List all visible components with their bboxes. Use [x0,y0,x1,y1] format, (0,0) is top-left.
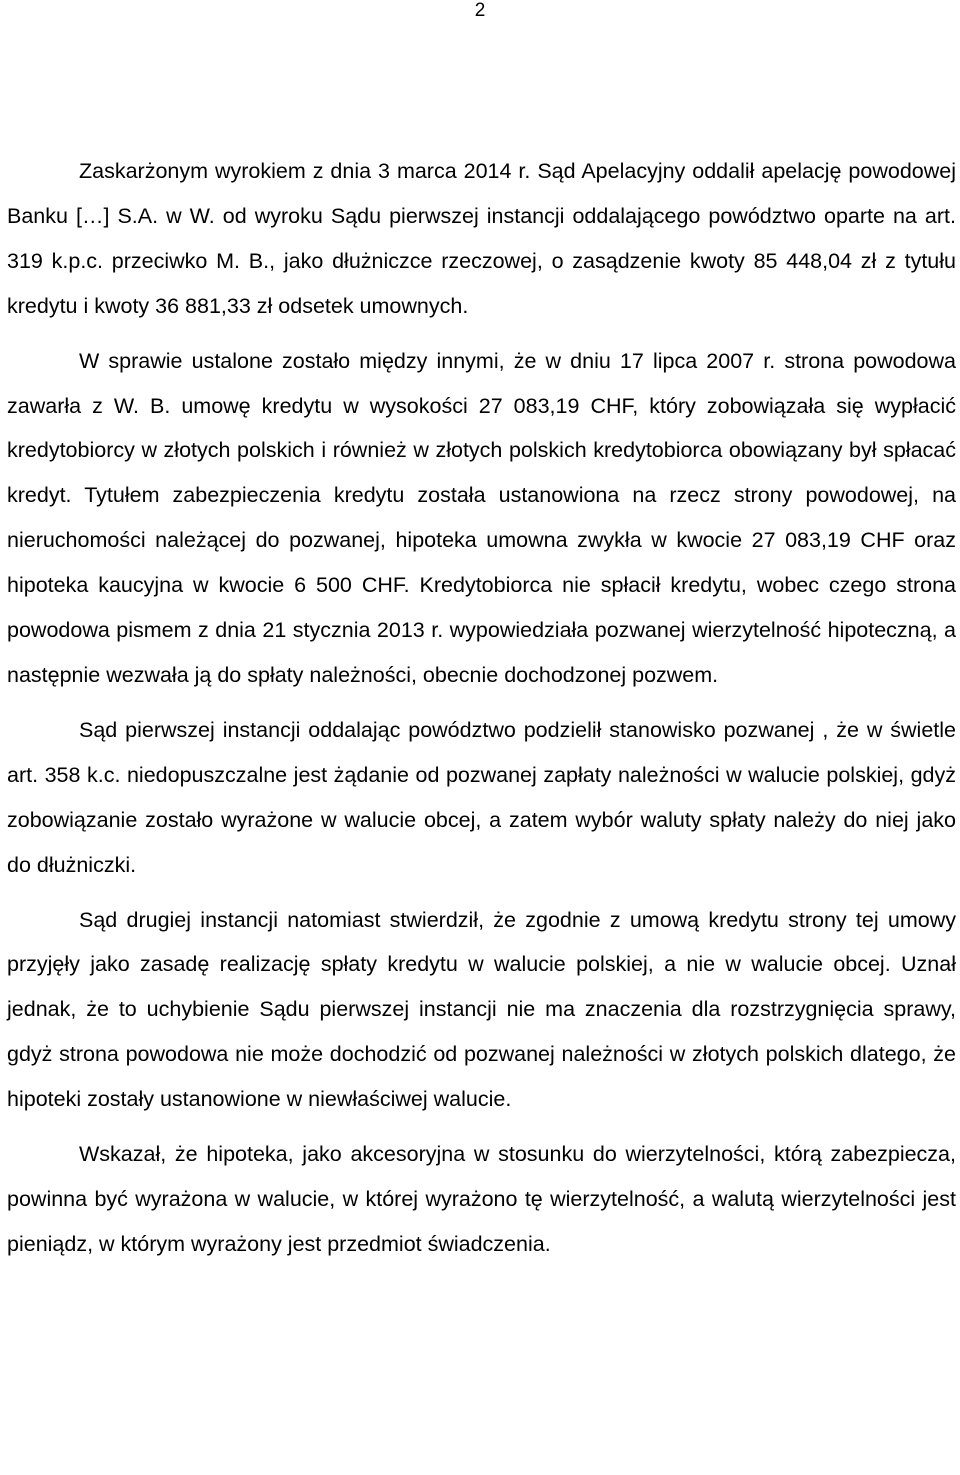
paragraph-second-instance: Sąd drugiej instancji natomiast stwierdził, że zgodnie z umową kredytu strony tej umowy przyjęły jako zasadę realizację spłaty kredytu w walucie polskiej, a nie w walucie obcej. Uznał jednak, że to uchybienie Sądu pierwszej instancji nie ma znaczenia dla rozstrzygnięcia sprawy, gdyż strona powodowa nie może dochodzić od pozwanej należności w złotych polskich dlatego, że hipoteki zostały ustanowione w niewłaściwej walucie. [7,907,956,1112]
paragraph-judgment-summary: Zaskarżonym wyrokiem z dnia 3 marca 2014 r. Sąd Apelacyjny oddalił apelację powodowej Banku […] S.A. w W. od wyroku Sądu pierwszej instancji oddalającego powództwo oparte na art. 319 k.p.c. przeciwko M. B., jako dłużniczce rzeczowej, o zasądzenie kwoty 85 448,04 zł z tytułu kredytu i kwoty 36 881,33 zł odsetek umownych. [7,159,956,318]
paragraph-mortgage-currency: Wskazał, że hipoteka, jako akcesoryjna w stosunku do wierzytelności, którą zabezpiecza, powinna być wyrażona w walucie, w której wyrażono tę wierzytelność, a walutą wierzytelności jest pieniądz, w którym wyrażony jest przedmiot świadczenia. [7,1142,956,1256]
paragraph-first-instance: Sąd pierwszej instancji oddalając powództwo podzielił stanowisko pozwanej , że w świetle art. 358 k.c. niedopuszczalne jest żądanie od pozwanej zapłaty należności w walucie polskiej, gdyż zobowiązanie zostało wyrażone w walucie obcej, a zatem wybór waluty spłaty należy do niej jako do dłużniczki. [7,717,956,877]
page-number: 2 [474,0,486,21]
paragraph-facts: W sprawie ustalone zostało między innymi, że w dniu 17 lipca 2007 r. strona powodowa zawarła z W. B. umowę kredytu w wysokości 27 083,19 CHF, który zobowiązała się wypłacić kredytobiorcy w złotych polskich i również w złotych polskich kredytobiorca obowiązany był spłacać kredyt. Tytułem zabezpieczenia kredytu została ustanowiona na rzecz strony powodowej, na nieruchomości należącej do pozwanej, hipoteka umowna zwykła w kwocie 27 083,19 CHF oraz hipoteka kaucyjna w kwocie 6 500 CHF. Kredytobiorca nie spłacił kredytu, wobec czego strona powodowa pismem z dnia 21 stycznia 2013 r. wypowiedziała pozwanej wierzytelność hipoteczną, a następnie wezwała ją do spłaty należności, obecnie dochodzonej pozwem. [7,348,956,687]
document-body [7,149,956,1267]
